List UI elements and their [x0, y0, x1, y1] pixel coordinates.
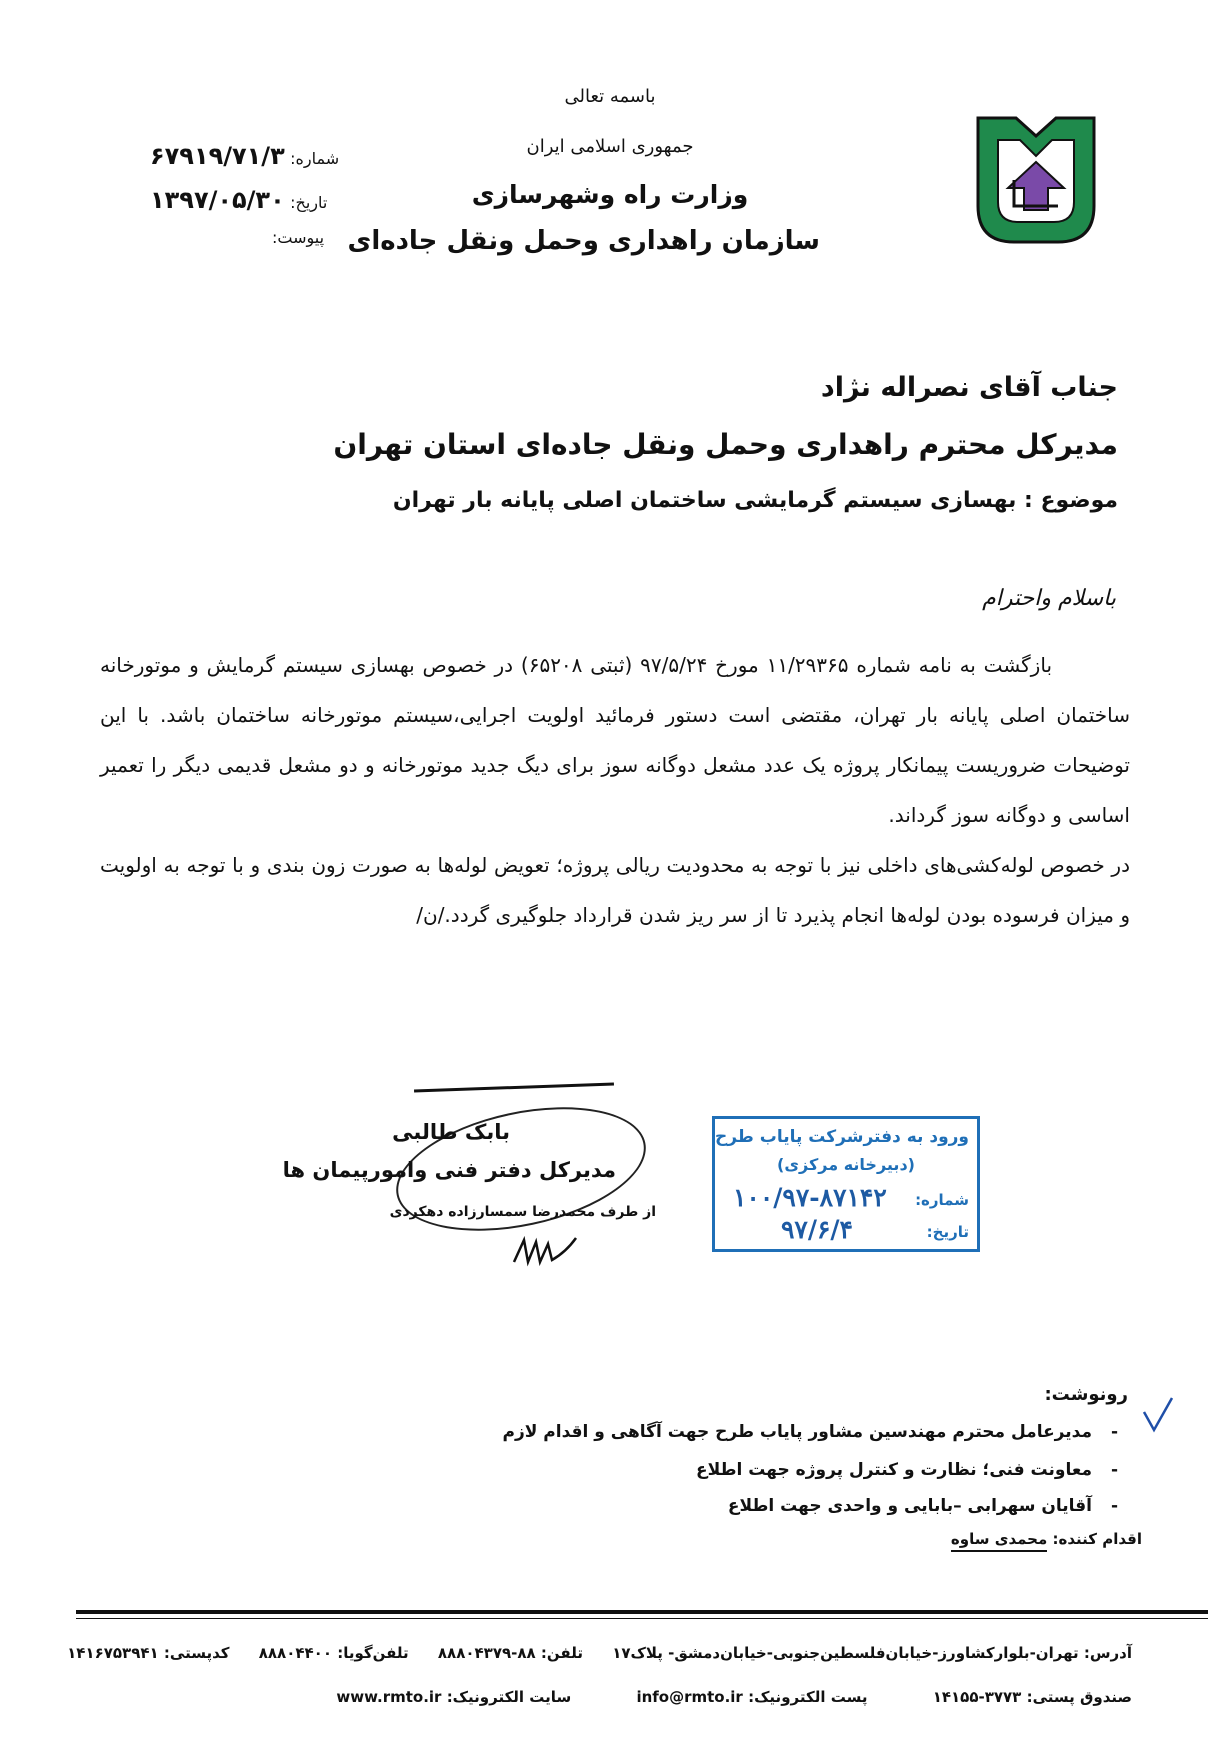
letter-subject: موضوع : بهسازی سیستم گرمایشی ساختمان اصلی پایانه بار تهران — [392, 488, 1118, 513]
stamp-date-label: تاریخ: — [926, 1223, 969, 1241]
body-paragraph-2: در خصوص لوله‌کشی‌های داخلی نیز با توجه به محدودیت ریالی پروژه؛ تعویض لوله‌ها به صورت زون بندی و با توجه به اولویت و میزان فرسوده بودن لوله‌ها انجام پذیرد تا از سر ریز شدن قرارداد جلوگیری گردد./ن/ — [100, 853, 1130, 927]
stamp-number-value: ۱۰۰/۹۷-۸۷۱۴۲ — [733, 1183, 887, 1212]
footer-divider-thin — [76, 1618, 1208, 1619]
letter-date — [150, 186, 327, 214]
handwritten-signature — [510, 1232, 580, 1272]
signer-proxy: از طرف محمدرضا سمسارزاده دهکردی — [389, 1204, 656, 1220]
addressee-name: جناب آقای نصراله نژاد — [820, 372, 1118, 403]
signer-name: بابک طالبی — [392, 1120, 510, 1144]
footer-po-box: صندوق پستی: ۳۷۷۳-۱۴۱۵۵ — [932, 1688, 1132, 1706]
organization-title: سازمان راهداری وحمل ونقل جاده‌ای — [347, 226, 820, 256]
acted-by-label: اقدام کننده: — [1052, 1530, 1142, 1548]
footer-email-label: پست الکترونیک: — [748, 1688, 868, 1706]
signer-title: مدیرکل دفتر فنی وامورپیمان ها — [282, 1158, 616, 1182]
greeting: باسلام واحترام — [982, 586, 1116, 611]
footer-email-link[interactable]: info@rmto.ir — [636, 1688, 743, 1706]
footer-address: آدرس: تهران-بلوارکشاورز-خیابان‌فلسطین‌جنوبی-خیابان‌دمشق- پلاک۱۷ — [612, 1644, 1132, 1662]
footer-voice-phone: تلفن‌گویا: ۸۸۸۰۴۴۰۰ — [258, 1644, 409, 1662]
acted-by-name: محمدی ساوه — [951, 1530, 1047, 1552]
letter-attachment-label: پیوست: — [272, 228, 325, 247]
cc-item-text: معاونت فنی؛ نظارت و کنترل پروژه جهت اطلاع — [696, 1460, 1092, 1480]
acted-by — [951, 1530, 1142, 1548]
letter-number — [150, 142, 339, 170]
letter-attachment — [272, 228, 324, 248]
cc-item-text: مدیرعامل محترم مهندسین مشاور پایاب طرح جهت آگاهی و اقدام لازم — [502, 1422, 1092, 1442]
signature-line — [414, 1083, 614, 1093]
footer-postal-code: کدپستی: ۱۴۱۶۷۵۳۹۴۱ — [67, 1644, 230, 1662]
ministry-title: وزارت راه وشهرسازی — [471, 180, 749, 209]
cc-item: -معاونت فنی؛ نظارت و کنترل پروژه جهت اطلاع — [696, 1460, 1118, 1480]
footer-site-label: سایت الکترونیک: — [446, 1688, 572, 1706]
footer-phone: تلفن: ۸۸-۸۸۸۰۴۳۷۹ — [437, 1644, 583, 1662]
cc-item: -مدیرعامل محترم مهندسین مشاور پایاب طرح جهت آگاهی و اقدام لازم — [502, 1422, 1118, 1442]
stamp-title: ورود به دفترشرکت پایاب طرح — [714, 1127, 969, 1147]
footer-divider — [76, 1610, 1208, 1614]
letter-body — [100, 640, 1130, 940]
cc-title: رونوشت: — [1044, 1384, 1128, 1405]
stamp-date-value: ۹۷/۶/۴ — [781, 1215, 853, 1244]
addressee-title: مدیرکل محترم راهداری وحمل ونقل جاده‌ای استان تهران — [333, 428, 1118, 461]
republic-title: جمهوری اسلامی ایران — [526, 136, 694, 157]
footer-site-link[interactable]: www.rmto.ir — [336, 1688, 442, 1706]
stamp-subtitle: (دبیرخانه مرکزی) — [777, 1155, 915, 1174]
footer-line-2 — [336, 1688, 1132, 1706]
cc-item-text: آقایان سهرابی –بابایی و واحدی جهت اطلاع — [727, 1496, 1092, 1516]
letter-number-value: ۶۷۹۱۹/۷۱/۳ — [150, 142, 285, 170]
letter-date-label: تاریخ: — [290, 193, 328, 212]
stamp-number-label: شماره: — [915, 1191, 969, 1209]
checkmark-icon — [1140, 1394, 1176, 1434]
cc-item: -آقایان سهرابی –بابایی و واحدی جهت اطلاع — [727, 1496, 1118, 1516]
rmto-logo — [968, 110, 1104, 250]
footer-line-1 — [67, 1644, 1132, 1662]
letter-number-label: شماره: — [290, 149, 340, 168]
letter-date-value: ۱۳۹۷/۰۵/۳۰ — [150, 186, 285, 214]
basmala: باسمه تعالی — [564, 86, 656, 107]
body-paragraph-1: بازگشت به نامه شماره ۱۱/۲۹۳۶۵ مورخ ۹۷/۵/۲۴ (ثبتی ۶۵۲۰۸) در خصوص بهسازی سیستم گرمایش و موتورخانه ساختمان اصلی پایانه بار تهران، مقتضی است دستور فرمائید اولویت اجرایی،سیستم موتورخانه ساختمان باشد. با این توضیحات ضروریست پیمانکار پروژه یک عدد مشعل دوگانه سوز برای دیگ جدید موتورخانه و دو مشعل قدیمی دیگر را تعمیر اساسی و دوگانه سوز گرداند. — [100, 653, 1130, 827]
registration-stamp — [712, 1116, 980, 1252]
